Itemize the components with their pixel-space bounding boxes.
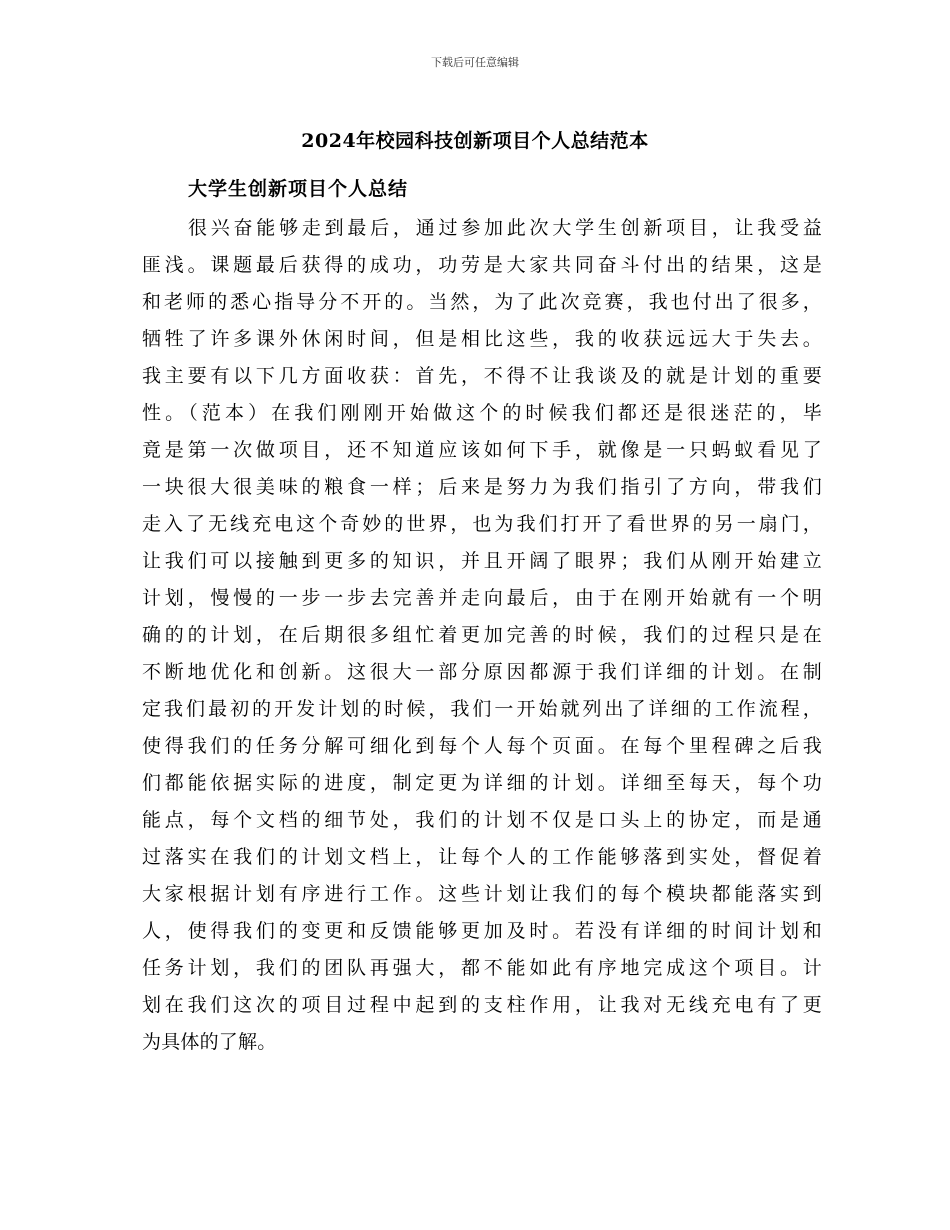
paragraph-line: 划在我们这次的项目过程中起到的支柱作用，让我对无线充电有了更 <box>142 994 822 1016</box>
paragraph-line: 一块很大很美味的粮食一样；后来是努力为我们指引了方向，带我们 <box>142 476 822 498</box>
document-title: 2024年校园科技创新项目个人总结范本 <box>301 130 649 152</box>
paragraph-line: 过落实在我们的计划文档上，让每个人的工作能够落到实处，督促着 <box>142 846 822 868</box>
section-heading: 大学生创新项目个人总结 <box>188 178 409 200</box>
paragraph-line: 任务计划，我们的团队再强大，都不能如此有序地完成这个项目。计 <box>142 957 822 979</box>
paragraph-line: 定我们最初的开发计划的时候，我们一开始就列出了详细的工作流程， <box>142 698 822 720</box>
paragraph-line: 使得我们的任务分解可细化到每个人每个页面。在每个里程碑之后我 <box>142 735 822 757</box>
paragraph-line: 让我们可以接触到更多的知识，并且开阔了眼界；我们从刚开始建立 <box>142 550 822 572</box>
paragraph-line: 很兴奋能够走到最后，通过参加此次大学生创新项目，让我受益 <box>188 217 822 239</box>
paragraph-line: 大家根据计划有序进行工作。这些计划让我们的每个模块都能落实到 <box>142 883 822 905</box>
paragraph-line: 能点，每个文档的细节处，我们的计划不仅是口头上的协定，而是通 <box>142 809 822 831</box>
paragraph-line: 牺牲了许多课外休闲时间，但是相比这些，我的收获远远大于失去。 <box>142 328 822 350</box>
paragraph-line: 竟是第一次做项目，还不知道应该如何下手，就像是一只蚂蚁看见了 <box>142 439 822 461</box>
paragraph-line: 我主要有以下几方面收获：首先，不得不让我谈及的就是计划的重要 <box>142 365 822 387</box>
paragraph-line: 们都能依据实际的进度，制定更为详细的计划。详细至每天，每个功 <box>142 772 822 794</box>
body-paragraph <box>142 210 822 1061</box>
paragraph-line: 不断地优化和创新。这很大一部分原因都源于我们详细的计划。在制 <box>142 661 822 683</box>
paragraph-line: 匪浅。课题最后获得的成功，功劳是大家共同奋斗付出的结果，这是 <box>142 254 822 276</box>
paragraph-line: 走入了无线充电这个奇妙的世界，也为我们打开了看世界的另一扇门， <box>142 513 822 535</box>
header-note: 下载后可任意编辑 <box>431 56 519 69</box>
paragraph-line: 确的的计划，在后期很多组忙着更加完善的时候，我们的过程只是在 <box>142 624 822 646</box>
paragraph-line: 人，使得我们的变更和反馈能够更加及时。若没有详细的时间计划和 <box>142 920 822 942</box>
paragraph-line: 和老师的悉心指导分不开的。当然，为了此次竞赛，我也付出了很多， <box>142 291 822 313</box>
paragraph-line: 计划，慢慢的一步一步去完善并走向最后，由于在刚开始就有一个明 <box>142 587 822 609</box>
paragraph-line: 为具体的了解。 <box>142 1031 277 1053</box>
paragraph-line: 性。（范本）在我们刚刚开始做这个的时候我们都还是很迷茫的，毕 <box>142 402 822 424</box>
